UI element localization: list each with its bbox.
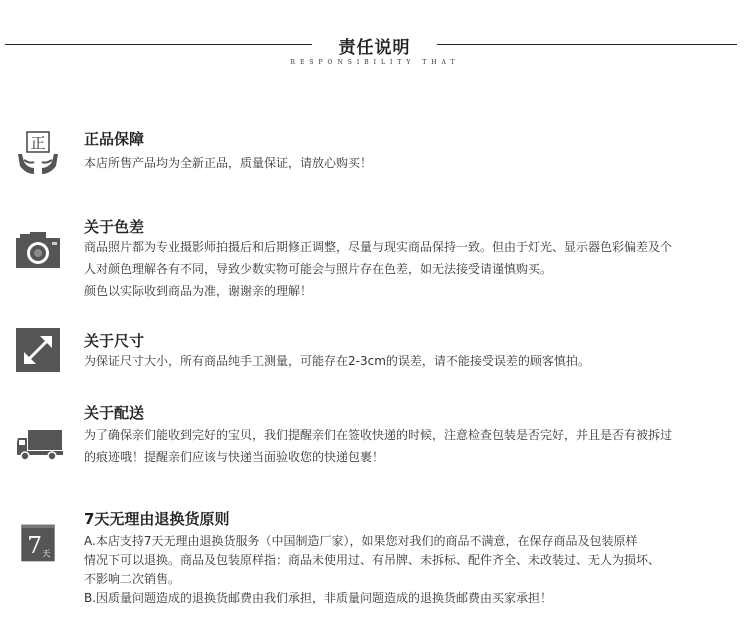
svg-text:7: 7: [27, 531, 43, 559]
camera-icon: [14, 227, 62, 275]
body-line: 为了确保亲们能收到完好的宝贝，我们提醒亲们在签收快递的时候，注意检查包装是否完好，并且是否有被拆过: [84, 428, 673, 442]
header-rule-left: [5, 44, 312, 45]
body-line: 商品照片都为专业摄影师拍摄后和后期修正调整，尽量与现实商品保持一致。但由于灯光、显示器色彩偏差及个: [84, 240, 673, 254]
truck-icon: [14, 420, 66, 468]
header-rule-right: [437, 44, 737, 45]
genuine-hands-icon: [14, 130, 62, 178]
seven-day-calendar-icon: [18, 519, 58, 567]
section-body: [84, 350, 729, 372]
body-line: 的痕迹哦！提醒亲们应该与快递当面验收您的快递包裹！: [84, 450, 385, 464]
svg-text:天: 天: [42, 548, 51, 559]
body-line: 颜色以实际收到商品为准，谢谢亲的理解！: [84, 284, 313, 298]
section-title: 7天无理由退换货原则: [84, 510, 230, 528]
body-line: 人对颜色理解各有不同，导致少数实物可能会与照片存在色差，如无法接受请谨慎购买。: [84, 262, 553, 276]
svg-text:正: 正: [30, 134, 46, 152]
body-line: 不影响二次销售。: [84, 572, 181, 586]
body-line: 情况下可以退换。商品及包装原样指：商品未使用过、有吊牌、未拆标、配件齐全、未改装过、无人为损坏、: [84, 553, 661, 567]
page-title: 责任说明: [338, 38, 411, 58]
body-line: 本店所售产品均为全新正品，质量保证，请放心购买！: [84, 156, 373, 170]
section-body: [84, 532, 729, 608]
section-title: 关于尺寸: [84, 332, 145, 350]
page-subtitle: RESPONSIBILITY THAT: [290, 59, 460, 66]
section-title: 关于色差: [84, 218, 145, 236]
section-title: 正品保障: [84, 130, 145, 148]
section-body: [84, 152, 729, 174]
body-line: 为保证尺寸大小，所有商品纯手工测量，可能存在2-3cm的误差，请不能接受误差的顾客慎拍。: [84, 354, 590, 368]
body-line: A.本店支持7天无理由退换货服务（中国制造厂家），如果您对我们的商品不满意，在保存商品及包装原样: [84, 534, 638, 548]
section-title: 关于配送: [84, 404, 145, 422]
body-line: B.因质量问题造成的退换货邮费由我们承担，非质量问题造成的退换货邮费由买家承担！: [84, 591, 553, 605]
section-body: [84, 424, 729, 468]
section-body: [84, 236, 729, 302]
resize-arrow-icon: [14, 326, 62, 374]
